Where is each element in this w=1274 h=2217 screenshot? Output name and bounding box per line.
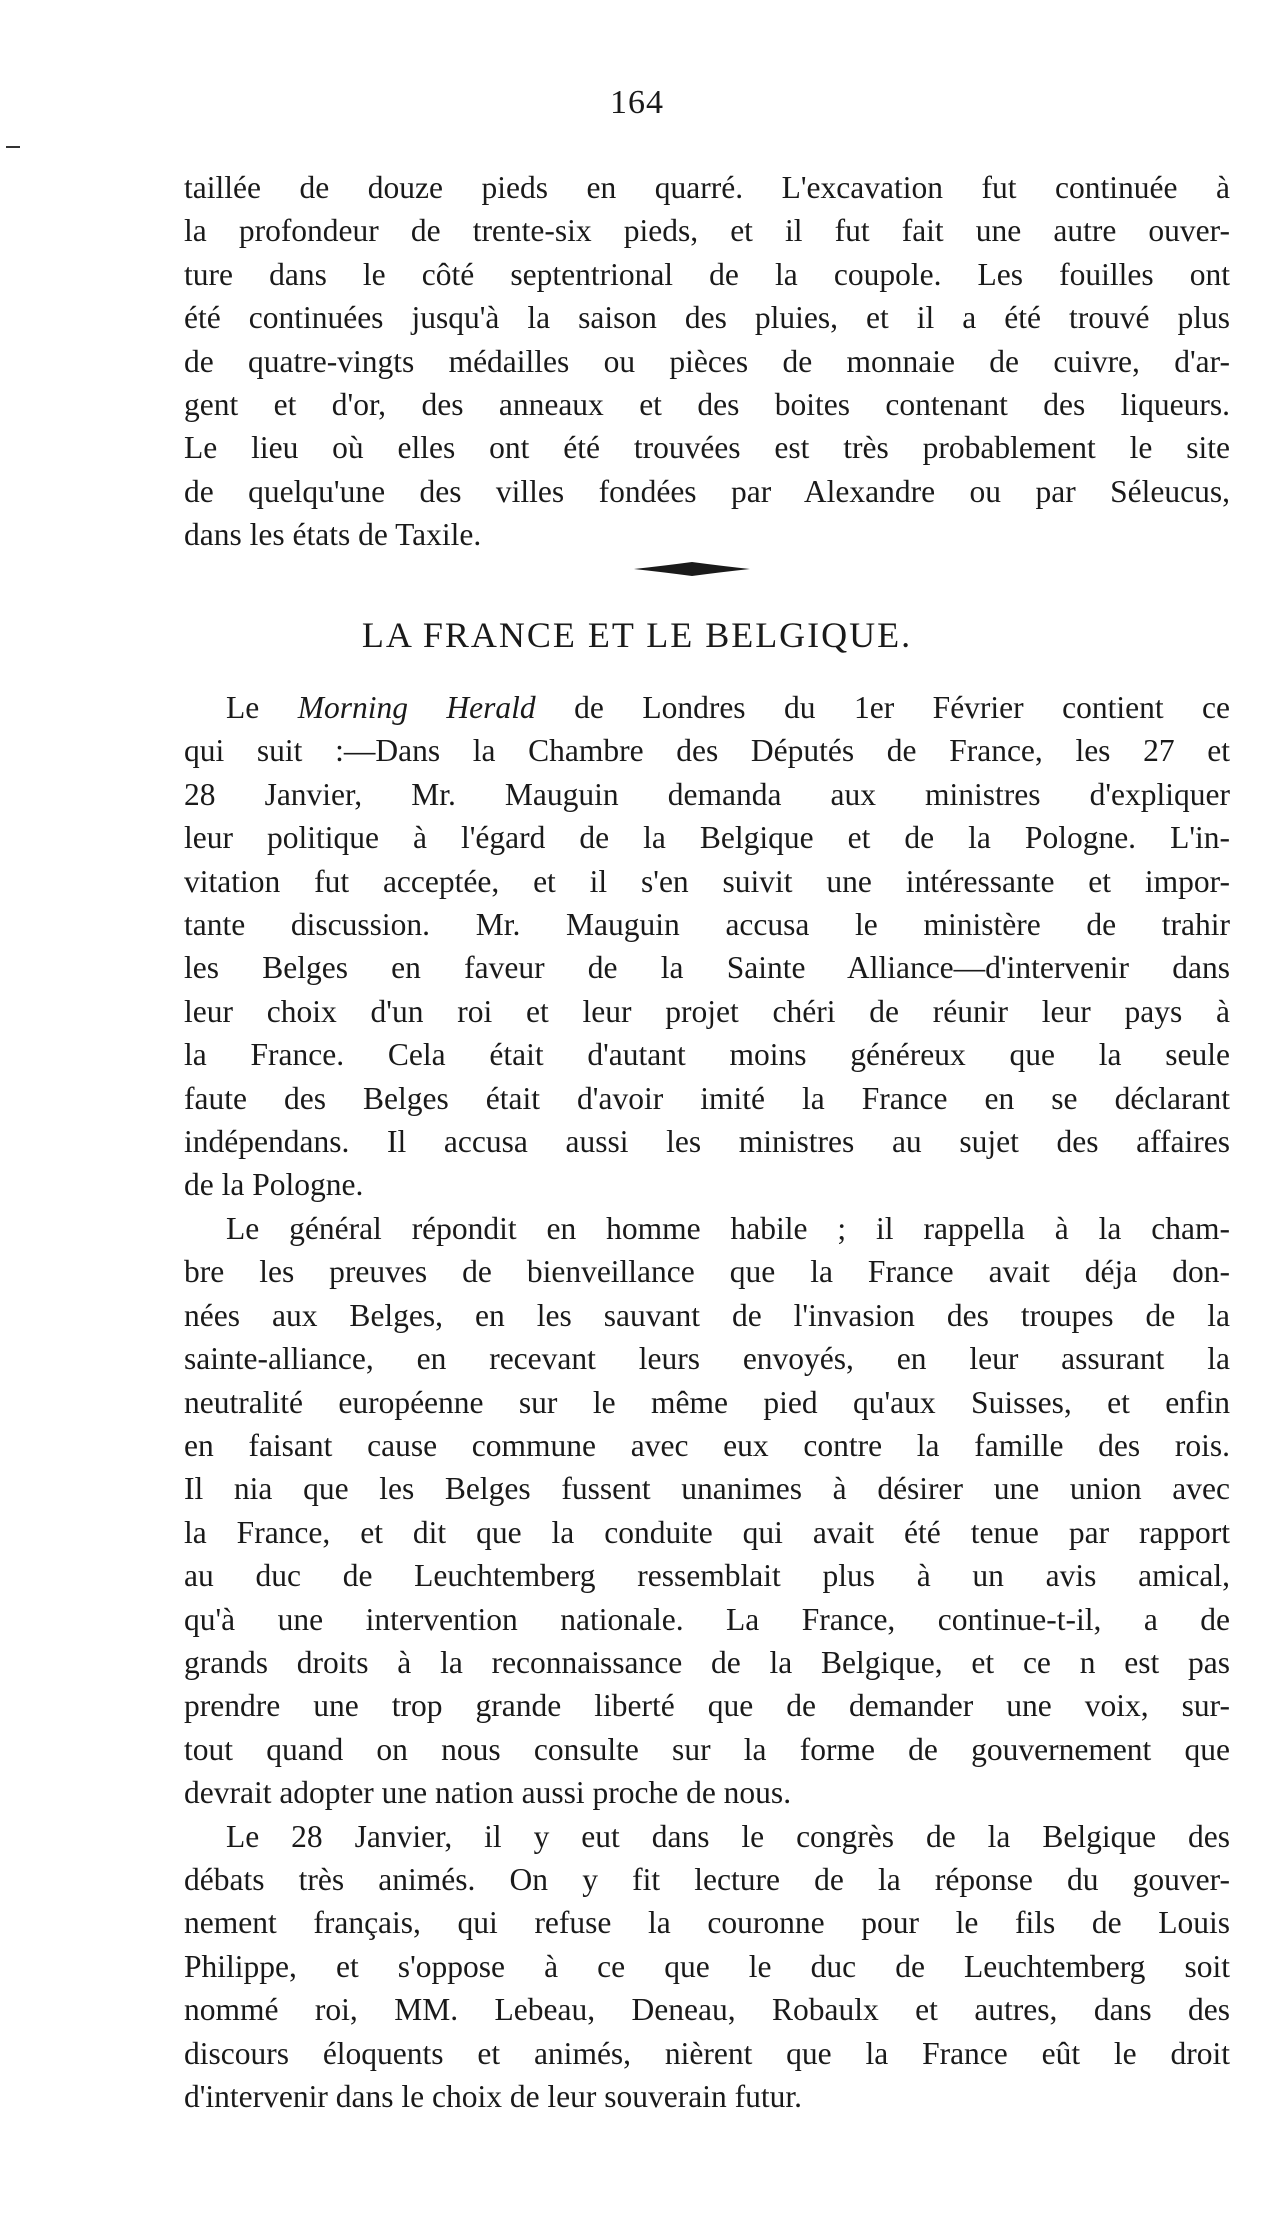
intro-paragraph bbox=[184, 166, 1230, 557]
first-line-rest: de Londres du 1er Février contient ce bbox=[574, 690, 1230, 725]
text-line: grands droits à la reconnaissance de la Belgique, et ce n est pas bbox=[184, 1644, 1230, 1680]
text-line: qui suit :—Dans la Chambre des Députés de France, les 27 et bbox=[184, 733, 1230, 769]
article-heading: LA FRANCE ET LE BELGIQUE. bbox=[361, 615, 913, 655]
article-body bbox=[184, 686, 1230, 2118]
page-number: 164 bbox=[610, 84, 664, 121]
text-line: Le 28 Janvier, il y eut dans le congrès de la Belgique des bbox=[226, 1818, 1230, 1854]
text-line: de quelqu'une des villes fondées par Alexandre ou par Séleucus, bbox=[184, 473, 1230, 509]
text-line: Le lieu où elles ont été trouvées est très probablement le site bbox=[184, 430, 1230, 466]
text-line: faute des Belges était d'avoir imité la France en se déclarant bbox=[184, 1080, 1230, 1116]
text-line: de la Pologne. bbox=[184, 1167, 364, 1203]
text-line: nommé roi, MM. Lebeau, Deneau, Robaulx et autres, dans des bbox=[184, 1992, 1230, 2028]
text-line: Le général répondit en homme habile ; il rappella à la cham- bbox=[226, 1210, 1230, 1246]
text-line: été continuées jusqu'à la saison des pluies, et il a été trouvé plus bbox=[184, 300, 1230, 336]
text-line: tout quand on nous consulte sur la forme de gouvernement que bbox=[184, 1731, 1230, 1767]
text-line: nées aux Belges, en les sauvant de l'invasion des troupes de la bbox=[184, 1297, 1230, 1333]
text-line: la profondeur de trente-six pieds, et il fut fait une autre ouver- bbox=[184, 213, 1230, 249]
ornament-divider bbox=[632, 558, 752, 580]
text-line: au duc de Leuchtemberg ressemblait plus à un avis amical, bbox=[184, 1558, 1230, 1594]
text-line: neutralité européenne sur le même pied qu'aux Suisses, et enfin bbox=[184, 1384, 1230, 1420]
text-line: vitation fut acceptée, et il s'en suivit une intéressante et impor- bbox=[184, 863, 1230, 899]
text-line: nement français, qui refuse la couronne pour le fils de Louis bbox=[184, 1905, 1230, 1941]
text-line: taillée de douze pieds en quarré. L'excavation fut continuée à bbox=[184, 170, 1230, 205]
text-line bbox=[184, 686, 1230, 729]
text-line: 28 Janvier, Mr. Mauguin demanda aux ministres d'expliquer bbox=[184, 776, 1230, 812]
margin-mark bbox=[6, 146, 20, 148]
text-line: discours éloquents et animés, nièrent que la France eût le droit bbox=[184, 2035, 1230, 2071]
text-line: en faisant cause commune avec eux contre la famille des rois. bbox=[184, 1427, 1230, 1463]
text-line: Il nia que les Belges fussent unanimes à désirer une union avec bbox=[184, 1471, 1230, 1507]
text-line: débats très animés. On y fit lecture de la réponse du gouver- bbox=[184, 1861, 1230, 1897]
text-line: prendre une trop grande liberté que de demander une voix, sur- bbox=[184, 1688, 1230, 1724]
text-line: ture dans le côté septentrional de la coupole. Les fouilles ont bbox=[184, 256, 1230, 292]
text-line: qu'à une intervention nationale. La France, continue-t-il, a de bbox=[184, 1601, 1230, 1637]
text-line: sainte-alliance, en recevant leurs envoyés, en leur assurant la bbox=[184, 1341, 1230, 1377]
text-line: leur choix d'un roi et leur projet chéri de réunir leur pays à bbox=[184, 993, 1230, 1029]
paragraph-opening: Le bbox=[226, 690, 260, 725]
text-line: gent et d'or, des anneaux et des boites contenant des liqueurs. bbox=[184, 387, 1230, 423]
text-line: la France, et dit que la conduite qui avait été tenue par rapport bbox=[184, 1514, 1230, 1550]
text-line: leur politique à l'égard de la Belgique et de la Pologne. L'in- bbox=[184, 820, 1230, 856]
text-line: tante discussion. Mr. Mauguin accusa le ministère de trahir bbox=[184, 907, 1230, 943]
text-line: indépendans. Il accusa aussi les ministres au sujet des affaires bbox=[184, 1124, 1230, 1160]
text-line: d'intervenir dans le choix de leur souverain futur. bbox=[184, 2079, 802, 2114]
text-line: la France. Cela était d'autant moins généreux que la seule bbox=[184, 1037, 1230, 1073]
text-line: bre les preuves de bienveillance que la France avait déja don- bbox=[184, 1254, 1230, 1290]
text-line: Philippe, et s'oppose à ce que le duc de Leuchtemberg soit bbox=[184, 1948, 1230, 1984]
newspaper-name: Morning Herald bbox=[297, 690, 536, 725]
text-line: les Belges en faveur de la Sainte Alliance—d'intervenir dans bbox=[184, 950, 1230, 986]
text-line: dans les états de Taxile. bbox=[184, 517, 482, 553]
text-line: devrait adopter une nation aussi proche de nous. bbox=[184, 1775, 792, 1811]
text-line: de quatre-vingts médailles ou pièces de monnaie de cuivre, d'ar- bbox=[184, 343, 1230, 379]
